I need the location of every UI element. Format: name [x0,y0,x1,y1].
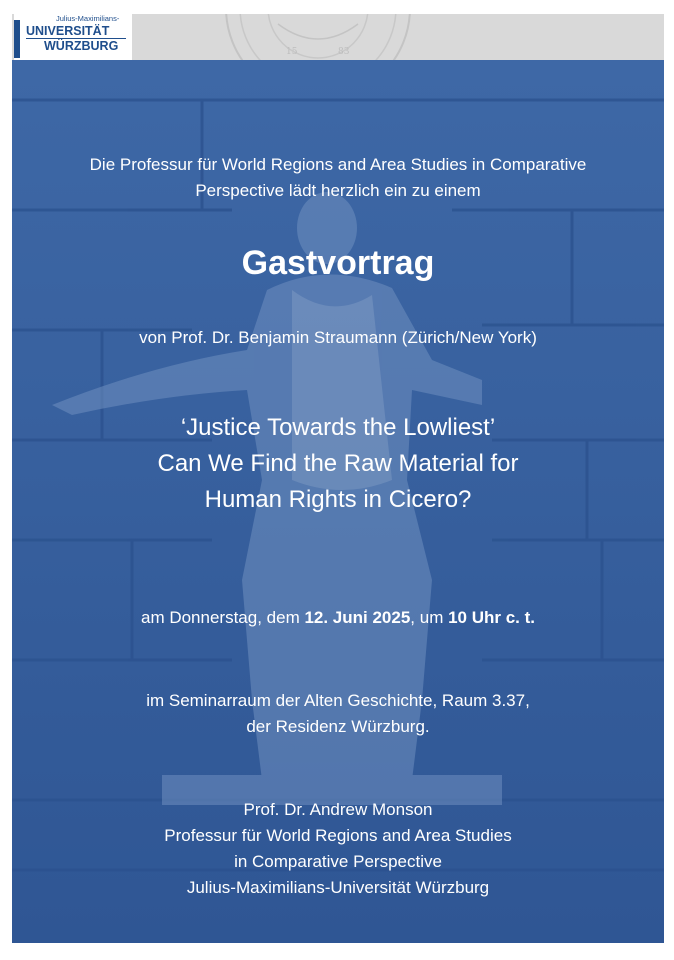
host-line: Professur für World Regions and Area Studies [164,826,512,845]
talk-title-line: ‘Justice Towards the Lowliest’ [180,414,496,441]
host-line: Prof. Dr. Andrew Monson [243,800,433,819]
place-text [12,688,664,740]
university-seal-watermark [168,14,468,60]
place-line: der Residenz Würzburg. [246,717,430,736]
date-prefix: am Donnerstag, dem [140,608,305,627]
university-logo[interactable] [14,14,132,60]
talk-title-line: Can We Find the Raw Material for [157,450,519,477]
host-line: in Comparative Perspective [234,852,442,871]
poster-background [12,60,664,943]
intro-text [12,152,664,204]
intro-line: Perspective lädt herzlich ein zu einem [195,181,481,200]
logo-top-line: Julius-Maximilians- [56,14,120,23]
logo-accent-bar [14,20,20,58]
seal-year-left: 15 [286,47,298,57]
host-block [12,797,664,901]
talk-title [12,410,664,518]
talk-title-line: Human Rights in Cicero? [204,486,472,513]
date-day: 12. Juni 2025 [304,608,411,627]
event-title: Gastvortrag [241,244,435,282]
speaker-line: von Prof. Dr. Benjamin Straumann (Zürich/New York) [139,328,537,347]
seal-year-right: 83 [338,47,350,57]
logo-line-1: UNIVERSITÄT [26,24,110,38]
intro-line: Die Professur für World Regions and Area Studies in Comparative [89,155,587,174]
date-time: 10 Uhr c. t. [448,608,536,627]
logo-line-2: WÜRZBURG [44,39,119,53]
date-line [12,606,664,630]
date-middle: , um [410,608,449,627]
place-line: im Seminarraum der Alten Geschichte, Raum 3.37, [146,691,530,710]
host-line: Julius-Maximilians-Universität Würzburg [186,878,490,897]
